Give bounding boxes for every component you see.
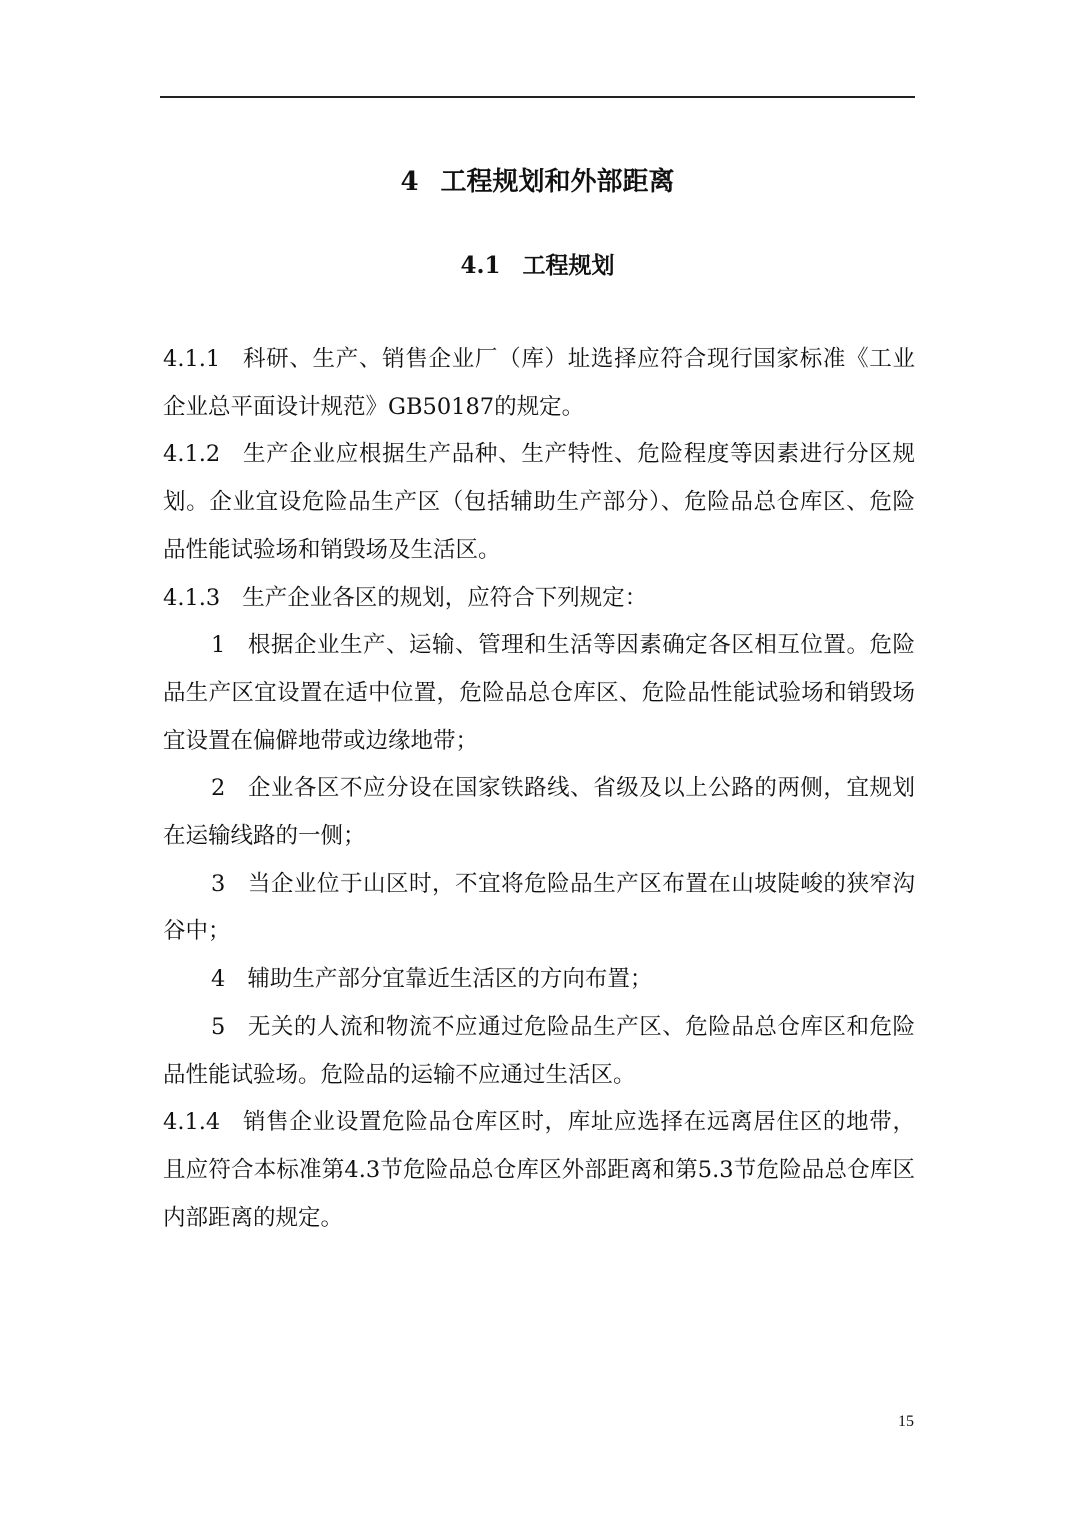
- clause-text: 生产企业应根据生产品种、生产特性、危险程度等因素进行分区规划。企业宜设危险品生产区（包括辅助生产部分）、危险品总仓库区、危险品性能试验场和销毁场及生活区。: [163, 441, 915, 563]
- clause-number: 4.1.1: [163, 346, 221, 372]
- chapter-number: 4: [400, 167, 419, 197]
- item-text: 根据企业生产、运输、管理和生活等因素确定各区相互位置。危险品生产区宜设置在适中位置，危险品总仓库区、危险品性能试验场和销毁场宜设置在偏僻地带或边缘地带；: [163, 632, 915, 754]
- item-number: 2: [211, 775, 226, 802]
- clause-4-1-1: [163, 336, 915, 431]
- item-number: 5: [211, 1013, 226, 1040]
- item-number: 4: [211, 966, 226, 993]
- clause-4-1-3-item-1: [163, 622, 915, 765]
- page-number: 15: [898, 1413, 914, 1430]
- item-text: 辅助生产部分宜靠近生活区的方向布置；: [247, 966, 653, 993]
- item-text: 无关的人流和物流不应通过危险品生产区、危险品总仓库区和危险品性能试验场。危险品的运输不应通过生活区。: [163, 1013, 915, 1088]
- document-body: [163, 336, 915, 1242]
- clause-4-1-3-item-5: [163, 1004, 915, 1099]
- clause-text: 生产企业各区的规划，应符合下列规定：: [242, 584, 648, 611]
- clause-number: 4.1.2: [163, 441, 221, 468]
- clause-number: 4.1.3: [163, 584, 221, 611]
- section-title: [160, 246, 915, 286]
- item-number: 1: [211, 632, 226, 659]
- section-number: 4.1: [460, 252, 501, 279]
- item-text: 当企业位于山区时，不宜将危险品生产区布置在山坡陡峻的狭窄沟谷中；: [163, 870, 915, 945]
- clause-number: 4.1.4: [163, 1109, 221, 1136]
- clause-4-1-4: [163, 1099, 915, 1242]
- chapter-title-text: 工程规划和外部距离: [440, 167, 675, 197]
- header-rule: [160, 96, 915, 98]
- item-number: 3: [211, 870, 226, 897]
- section-title-text: 工程规划: [522, 252, 615, 279]
- clause-4-1-3: [163, 575, 915, 623]
- clause-text: 科研、生产、销售企业厂（库）址选择应符合现行国家标准《工业企业总平面设计规范》GB50187的规定。: [163, 346, 915, 420]
- clause-4-1-3-item-2: [163, 765, 915, 860]
- clause-4-1-2: [163, 431, 915, 574]
- clause-4-1-3-item-4: [163, 956, 915, 1004]
- clause-text: 销售企业设置危险品仓库区时，库址应选择在远离居住区的地带，且应符合本标准第4.3节危险品总仓库区外部距离和第5.3节危险品总仓库区内部距离的规定。: [163, 1109, 915, 1231]
- item-text: 企业各区不应分设在国家铁路线、省级及以上公路的两侧，宜规划在运输线路的一侧；: [163, 775, 915, 850]
- chapter-title: [160, 160, 915, 204]
- clause-4-1-3-item-3: [163, 861, 915, 956]
